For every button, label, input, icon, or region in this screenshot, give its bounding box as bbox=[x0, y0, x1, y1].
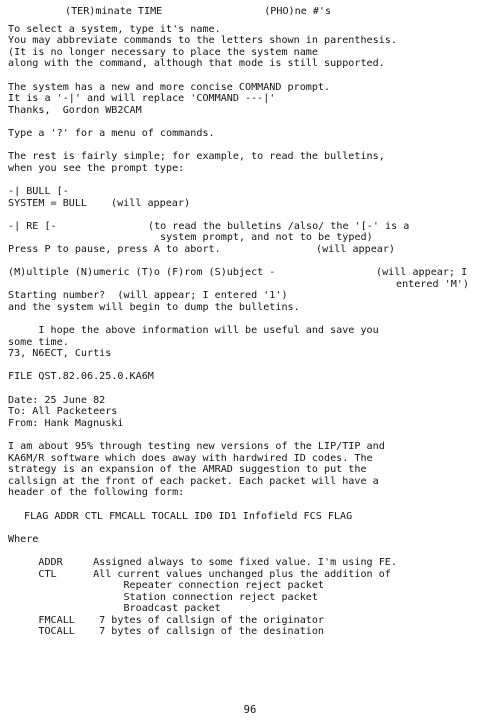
page-number: 96 bbox=[243, 704, 257, 716]
bull-response-note: (will appear) bbox=[111, 197, 191, 209]
memo-date: Date: 25 June 82 bbox=[8, 394, 106, 406]
multiple-note: entered 'M') bbox=[396, 278, 469, 290]
header-row bbox=[8, 6, 496, 18]
where-label: Where bbox=[8, 533, 39, 545]
definition-line: Broadcast packet bbox=[8, 603, 221, 615]
multiple-options: (M)ultiple (N)umeric (T)o (F)rom (S)ubject - bbox=[8, 267, 276, 279]
intro-line: To select a system, type it's name. bbox=[8, 23, 221, 35]
bulletin-intro-line: when you see the prompt type: bbox=[8, 162, 185, 174]
intro-line: along with the command, although that mode is still supported. bbox=[8, 58, 385, 70]
menu-note: Type a '?' for a menu of commands. bbox=[8, 127, 215, 139]
file-name: FILE QST.82.06.25.0.KA6M bbox=[8, 371, 154, 383]
re-explanation: (to read the bulletins /also/ the '[-' is a bbox=[148, 220, 410, 232]
re-explanation-row bbox=[8, 232, 496, 244]
body-line: strategy is an expansion of the AMRAD suggestion to put the bbox=[8, 464, 367, 476]
terminate-command: (TER)minate TIME bbox=[65, 6, 163, 17]
intro-line: (It is no longer necessary to place the system name bbox=[8, 46, 318, 58]
pause-text: Press P to pause, press A to abort. bbox=[8, 243, 221, 255]
pause-row bbox=[8, 244, 496, 256]
bull-command: -| BULL [- bbox=[8, 185, 69, 197]
closing-line: some time. bbox=[8, 336, 69, 348]
intro-line: You may abbreviate commands to the letters shown in parenthesis. bbox=[8, 35, 397, 47]
prompt-note-line: Thanks, Gordon WB2CAM bbox=[8, 104, 142, 116]
closing-line: I hope the above information will be useful and save you bbox=[8, 325, 379, 337]
definition-line: Repeater connection reject packet bbox=[8, 580, 325, 592]
bull-response-text: SYSTEM = BULL bbox=[8, 197, 88, 209]
definition-line: Station connection reject packet bbox=[8, 591, 318, 603]
memo-from: From: Hank Magnuski bbox=[8, 417, 124, 429]
packet-format: FLAG ADDR CTL FMCALL TOCALL ID0 ID1 Infofield FCS FLAG bbox=[24, 510, 353, 522]
definition-line: CTL All current values unchanged plus the addition of bbox=[8, 568, 391, 580]
body-line: KA6M/R software which does away with hardwired ID codes. The bbox=[8, 452, 373, 464]
re-command: -| RE [- bbox=[8, 220, 57, 232]
starting-number-line: Starting number? (will appear; I entered '1') bbox=[8, 290, 288, 302]
definition-line: ADDR Assigned always to some fixed value. I'm using FE. bbox=[8, 556, 397, 568]
pause-note: (will appear) bbox=[316, 243, 396, 255]
re-explanation: system prompt, and not to be typed) bbox=[160, 232, 373, 244]
multiple-note: (will appear; I bbox=[376, 267, 468, 279]
bulletin-intro-line: The rest is fairly simple; for example, to read the bulletins, bbox=[8, 151, 385, 163]
signature: 73, N6ECT, Curtis bbox=[8, 348, 112, 360]
definition-line: FMCALL 7 bytes of callsign of the originator bbox=[8, 614, 325, 626]
dump-line: and the system will begin to dump the bulletins. bbox=[8, 301, 300, 313]
prompt-note-line: The system has a new and more concise COMMAND prompt. bbox=[8, 81, 331, 93]
body-line: header of the following form: bbox=[8, 487, 185, 499]
body-line: I am about 95% through testing new versions of the LIP/TIP and bbox=[8, 440, 385, 452]
multiple-row bbox=[8, 267, 496, 279]
re-command-row bbox=[8, 221, 496, 233]
memo-to: To: All Packeteers bbox=[8, 406, 118, 418]
prompt-note-line: It is a '-|' and will replace 'COMMAND ---|' bbox=[8, 93, 276, 105]
document-page bbox=[8, 6, 496, 638]
bull-response bbox=[8, 198, 496, 210]
body-line: callsign at the front of each packet. Each packet will have a bbox=[8, 475, 379, 487]
multiple-note-row bbox=[8, 279, 496, 291]
definition-line: TOCALL 7 bytes of callsign of the desination bbox=[8, 626, 325, 638]
phone-command: (PHO)ne #'s bbox=[264, 6, 332, 17]
